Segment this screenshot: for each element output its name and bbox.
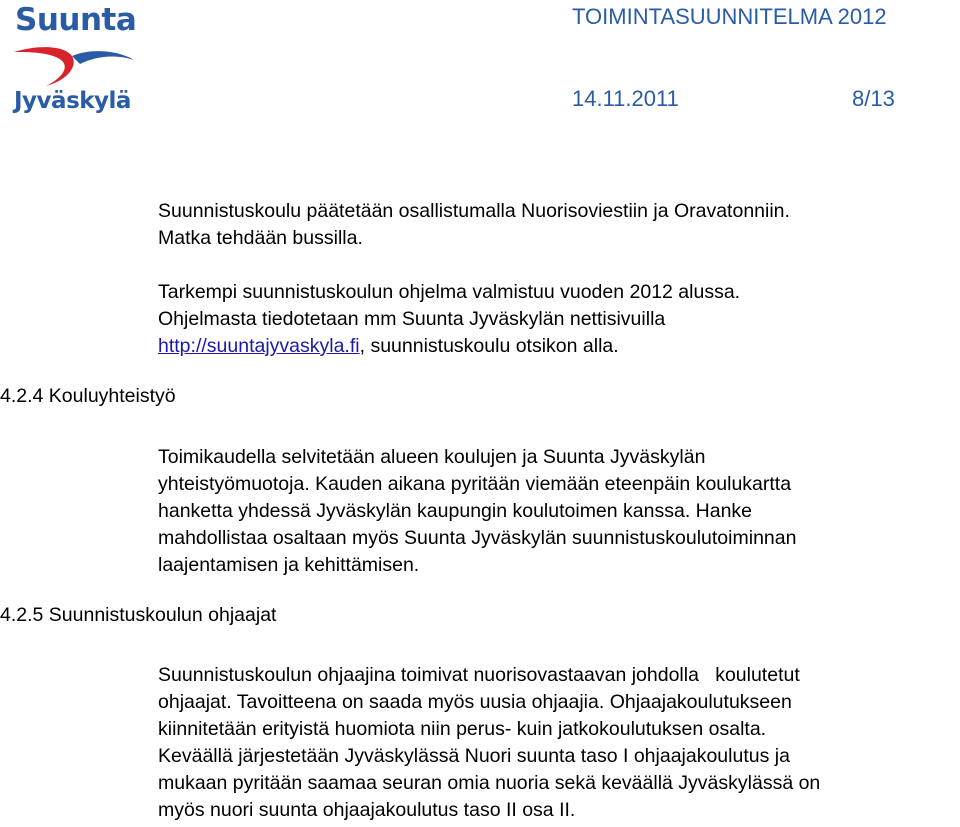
paragraph-suunnistuskoulu-end — [158, 198, 790, 252]
text-line: yhteistyömuotoja. Kauden aikana pyritään viemään eteenpäin koulukartta — [158, 473, 792, 495]
text-line: laajentamisen ja kehittämisen. — [158, 554, 420, 576]
text-span: , suunnistuskoulu otsikon alla. — [359, 335, 619, 357]
text-line: mahdollistaa osaltaan myös Suunta Jyväskylän suunnistuskoulutoiminnan — [158, 527, 797, 549]
text-line: Toimikaudella selvitetään alueen koulujen ja Suunta Jyväskylän — [158, 446, 706, 468]
text-line: hanketta yhdessä Jyväskylän kaupungin koulutoimen kanssa. Hanke — [158, 500, 753, 522]
text-line: kiinnitetään erityistä huomiota niin perus- kuin jatkokoulutuksen osalta. — [158, 718, 767, 740]
text-line: Suunnistuskoulun ohjaajina toimivat nuorisovastaavan johdolla koulutetut — [158, 664, 800, 686]
logo-text-jyvaskyla: Jyväskylä — [14, 88, 131, 114]
text-line: myös nuori suunta ohjaajakoulutus taso II osa II. — [158, 799, 576, 821]
document-title: TOIMINTASUUNNITELMA 2012 — [572, 4, 887, 29]
text-line: Suunnistuskoulu päätetään osallistumalla Nuorisoviestiin ja Oravatonniin. — [158, 200, 790, 222]
logo-text-suunta: Suunta — [15, 2, 137, 38]
club-logo — [10, 2, 140, 130]
logo-red-swoosh — [14, 47, 74, 86]
document-date: 14.11.2011 — [572, 86, 679, 111]
website-link[interactable]: http://suuntajyvaskyla.fi — [158, 335, 360, 357]
page-number: 8/13 — [852, 86, 895, 111]
text-line: Ohjelmasta tiedotetaan mm Suunta Jyväskylän nettisivuilla — [158, 308, 666, 330]
section-heading-ohjaajat: 4.2.5 Suunnistuskoulun ohjaajat — [0, 604, 277, 626]
text-line: Keväällä järjestetään Jyväskylässä Nuori suunta taso I ohjaajakoulutus ja — [158, 745, 790, 767]
logo-swoosh-icon — [10, 42, 140, 90]
paragraph-kouluyhteistyo — [158, 444, 796, 579]
text-line: mukaan pyritään saamaa seuran omia nuoria sekä keväällä Jyväskylässä on — [158, 772, 821, 794]
logo-blue-swoosh — [72, 51, 134, 64]
text-line: Tarkempi suunnistuskoulun ohjelma valmistuu vuoden 2012 alussa. — [158, 281, 741, 303]
paragraph-ohjelma — [158, 279, 740, 360]
paragraph-ohjaajat — [158, 662, 820, 824]
text-line: ohjaajat. Tavoitteena on saada myös uusia ohjaajia. Ohjaajakoulutukseen — [158, 691, 792, 713]
text-line-with-link — [158, 333, 740, 360]
text-line: Matka tehdään bussilla. — [158, 227, 363, 249]
section-heading-kouluyhteistyo: 4.2.4 Kouluyhteistyö — [0, 385, 176, 407]
